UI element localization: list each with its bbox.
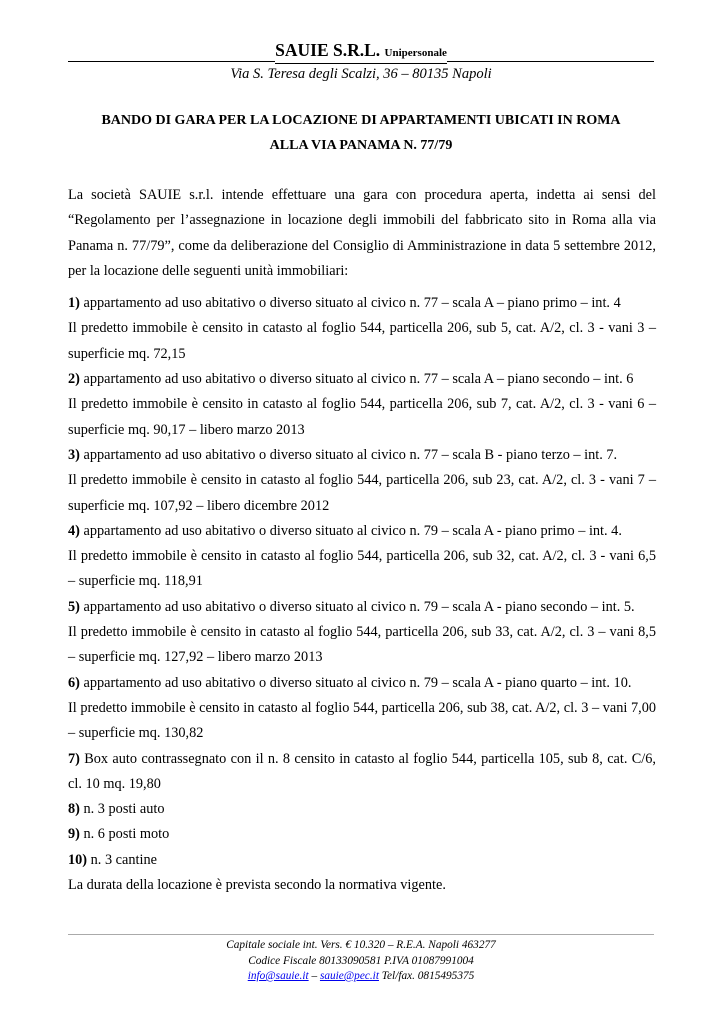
item-number: 1): [68, 295, 80, 312]
item-description: appartamento ad uso abitativo o diverso situato al civico n. 77 – scala A – piano secondo – int. 6: [83, 371, 634, 388]
closing-paragraph: La durata della locazione è prevista secondo la normativa vigente.: [68, 877, 446, 894]
item-cadastral-detail: Il predetto immobile è censito in catasto al foglio 544, particella 206, sub 33, cat. A/2, cl. 3 – vani 8,5 – superficie mq. 127,92 – libero marzo 2013: [68, 624, 656, 666]
list-item: [68, 671, 656, 696]
property-list: [68, 291, 656, 873]
email-link-info[interactable]: info@sauie.it: [247, 970, 309, 982]
footer-contacts: [68, 969, 654, 985]
item-number: 7): [68, 750, 80, 767]
item-cadastral-detail: Il predetto immobile è censito in catasto al foglio 544, particella 206, sub 23, cat. A/2, cl. 3 - vani 7 – superficie mq. 107,92 – libero dicembre 2012: [68, 472, 656, 514]
title-line-2: ALLA VIA PANAMA N. 77/79: [269, 138, 453, 153]
footer-capital: Capitale sociale int. Vers. € 10.320 – R.E.A. Napoli 463277: [226, 939, 496, 951]
item-description: Box auto contrassegnato con il n. 8 censito in catasto al foglio 544, particella 105, sub 8, cat. C/6, cl. 10 mq. 19,80: [68, 750, 656, 792]
item-description: n. 3 posti auto: [83, 801, 165, 818]
item-description: appartamento ad uso abitativo o diverso situato al civico n. 77 – scala A – piano primo – int. 4: [83, 295, 621, 312]
list-item: [68, 822, 656, 847]
item-number: 5): [68, 598, 80, 615]
document-title: [68, 108, 654, 158]
item-description: n. 3 cantine: [90, 851, 157, 868]
document-body: [68, 183, 656, 898]
footer: [68, 934, 654, 985]
footer-tax-codes: Codice Fiscale 80133090581 P.IVA 01087991004: [248, 954, 474, 967]
company-name-text: SAUIE S.R.L.: [275, 40, 381, 60]
item-description: appartamento ad uso abitativo o diverso situato al civico n. 79 – scala A - piano secondo – int. 5.: [83, 598, 635, 615]
item-number: 10): [68, 851, 88, 868]
list-item: [68, 291, 656, 316]
company-address: Via S. Teresa degli Scalzi, 36 – 80135 Napoli: [230, 66, 492, 82]
list-item: [68, 747, 656, 798]
contact-separator: –: [308, 970, 320, 982]
list-item: [68, 595, 656, 620]
item-number: 6): [68, 674, 80, 691]
company-name: [275, 40, 447, 64]
item-cadastral-detail: Il predetto immobile è censito in catasto al foglio 544, particella 206, sub 5, cat. A/2, cl. 3 - vani 3 – superficie mq. 72,15: [68, 320, 656, 362]
list-item: [68, 519, 656, 544]
header-rule-left: [68, 61, 275, 62]
item-cadastral-detail: Il predetto immobile è censito in catasto al foglio 544, particella 206, sub 38, cat. A/2, cl. 3 – vani 7,00 – superficie mq. 130,82: [68, 699, 656, 742]
item-cadastral-detail: Il predetto immobile è censito in catasto al foglio 544, particella 206, sub 7, cat. A/2, cl. 3 - vani 6 – superficie mq. 90,17 – libero marzo 2013: [68, 396, 656, 438]
item-description: appartamento ad uso abitativo o diverso situato al civico n. 79 – scala A - piano quarto – int. 10.: [83, 674, 632, 691]
title-line-1: BANDO DI GARA PER LA LOCAZIONE DI APPARTAMENTI UBICATI IN ROMA: [101, 113, 621, 128]
list-item: [68, 367, 656, 392]
intro-paragraph: La società SAUIE s.r.l. intende effettuare una gara con procedura aperta, indetta ai sensi del “Regolamento per l’assegnazione in locazione degli immobili del fabbricato sito in Roma alla via Panama n. 77/79”, come da deliberazione del Consiglio di Amministrazione in data 5 settembre 2012, per la locazione delle seguenti unità immobiliari:: [68, 187, 656, 279]
list-item: [68, 797, 656, 822]
item-cadastral-detail: Il predetto immobile è censito in catasto al foglio 544, particella 206, sub 32, cat. A/2, cl. 3 - vani 6,5 – superficie mq. 118,91: [68, 548, 656, 590]
company-line: [68, 42, 654, 64]
item-description: n. 6 posti moto: [83, 826, 170, 843]
item-number: 4): [68, 522, 80, 539]
list-item: [68, 848, 656, 873]
company-suffix: Unipersonale: [384, 47, 447, 59]
item-number: 9): [68, 826, 80, 843]
item-description: appartamento ad uso abitativo o diverso situato al civico n. 79 – scala A - piano primo – int. 4.: [83, 522, 622, 539]
header-rule-right: [447, 61, 654, 62]
item-number: 2): [68, 371, 80, 388]
item-number: 8): [68, 801, 80, 818]
letterhead: [68, 42, 654, 83]
item-description: appartamento ad uso abitativo o diverso situato al civico n. 77 – scala B - piano terzo – int. 7.: [83, 446, 618, 463]
item-number: 3): [68, 446, 80, 463]
email-link-pec[interactable]: sauie@pec.it: [319, 970, 379, 982]
footer-phone: Tel/fax. 0815495375: [378, 970, 475, 982]
list-item: [68, 443, 656, 468]
